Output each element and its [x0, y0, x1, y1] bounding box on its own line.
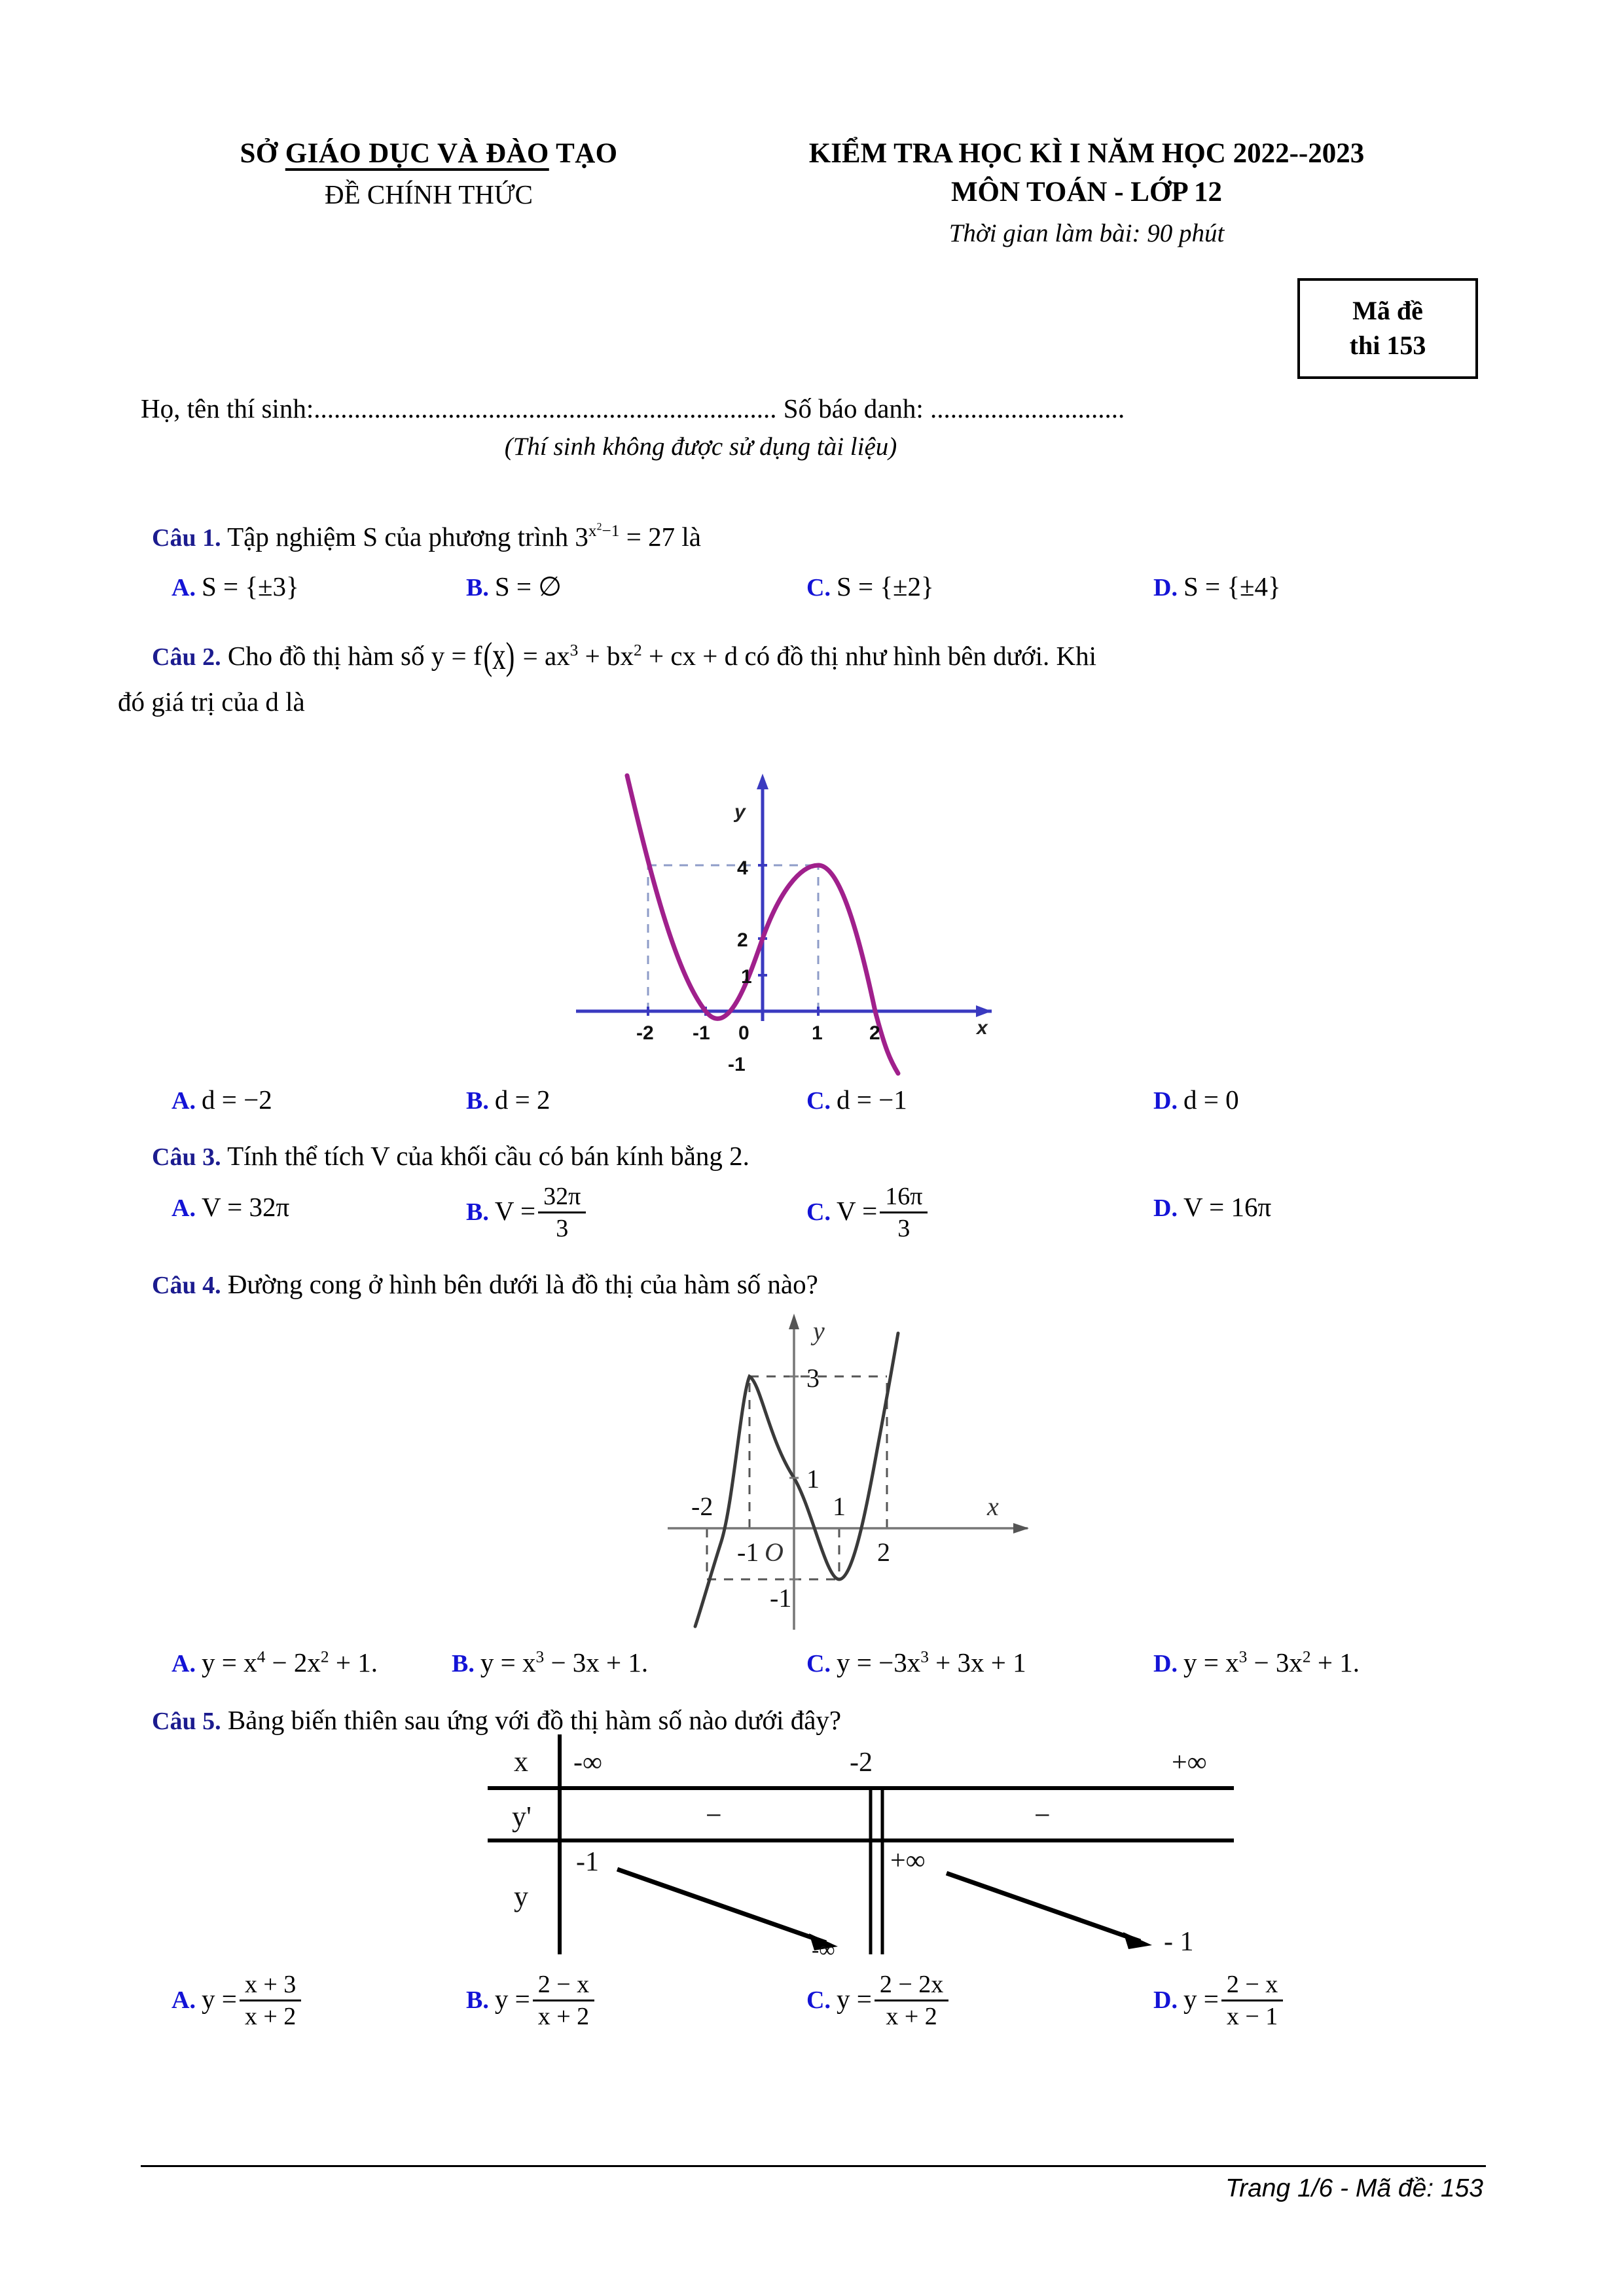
question-5-option-b[interactable]: B. y = $\frac{2 - x}{x + 2}$ [466, 1971, 597, 2032]
question-4-option-b[interactable]: B. $y = x^3 - 3x + 1$. [452, 1647, 649, 1677]
department-title: SỞ GIÁO DỤC VÀ ĐÀO TẠO [240, 138, 618, 169]
exam-code-box [1297, 278, 1478, 379]
svg-text:-1: -1 [576, 1847, 599, 1877]
svg-text:1: 1 [812, 1022, 823, 1044]
figure-cubic-q4 [661, 1299, 1080, 1643]
svg-text:2: 2 [877, 1537, 890, 1567]
candidate-info-line: Họ, tên thí sinh:..................................................................... Số báo danh: ............................. [141, 393, 1125, 423]
svg-text:-1: -1 [737, 1537, 759, 1567]
svg-text:-2: -2 [691, 1492, 713, 1521]
svg-text:1: 1 [833, 1492, 846, 1521]
question-3-option-a[interactable]: A. V = 32π [171, 1192, 290, 1222]
question-5-option-a[interactable]: A. y = $\frac{x + 3}{x + 2}$ [171, 1971, 304, 2032]
question-4-option-d[interactable]: D. $y = x^3 - 3x^2 + 1$. [1153, 1647, 1360, 1677]
fraction: $\frac{2 - 2x}{x + 2}$ [875, 1970, 948, 2031]
question-4-option-c[interactable]: C. $y = -3x^3 + 3x + 1$ [806, 1647, 1026, 1677]
fraction: $\frac{32\pi}{3}$ [538, 1182, 586, 1243]
svg-text:-∞: -∞ [573, 1748, 602, 1778]
exam-title-line1: KIỂM TRA HỌC KÌ I NĂM HỌC 2022--2023 [808, 138, 1365, 169]
question-4-text: Câu 4. Đường cong ở hình bên dưới là đồ thị của hàm số nào? [152, 1269, 818, 1299]
footer-divider [141, 2165, 1486, 2167]
question-2-text-line2: đó giá trị của d là [118, 687, 305, 717]
svg-text:2: 2 [869, 1022, 880, 1044]
question-3-text: Câu 3. Tính thể tích V của khối cầu có bán kính bằng 2. [152, 1141, 749, 1171]
question-1-text: Câu 1. Tập nghiệm S của phương trình $3^{x^2-1} = 27$ là [152, 521, 701, 552]
svg-text:- 1: - 1 [1164, 1927, 1194, 1957]
svg-text:-2: -2 [636, 1022, 654, 1044]
svg-text:1: 1 [741, 966, 752, 988]
question-1-option-c[interactable]: C. S = {±2} [806, 571, 934, 601]
question-3-option-c[interactable]: C. V = $\frac{16\pi}{3}$ [806, 1183, 930, 1244]
exam-title-line2: MÔN TOÁN - LỚP 12 [950, 177, 1223, 207]
svg-text:3: 3 [806, 1363, 820, 1393]
question-1-option-d[interactable]: D. S = {±4} [1153, 571, 1281, 601]
svg-text:4: 4 [737, 857, 748, 879]
fraction: $\frac{2 - x}{x + 2}$ [533, 1970, 594, 2031]
svg-text:-1: -1 [770, 1583, 792, 1613]
svg-text:2: 2 [737, 929, 748, 951]
svg-text:0: 0 [738, 1022, 749, 1044]
exam-duration: Thời gian làm bài: 90 phút [948, 219, 1225, 247]
svg-text:y: y [514, 1880, 528, 1912]
fraction: $\frac{16\pi}{3}$ [880, 1182, 928, 1243]
question-5-option-d[interactable]: D. y = $\frac{2 - x}{x - 1}$ [1153, 1971, 1286, 2032]
question-2-option-b[interactable]: B. d = 2 [466, 1085, 550, 1115]
svg-text:-∞: -∞ [812, 1938, 835, 1962]
official-exam-label: ĐỀ CHÍNH THỨC [324, 179, 533, 209]
question-2-option-d[interactable]: D. d = 0 [1153, 1085, 1239, 1115]
page-header [0, 137, 1624, 268]
svg-text:-1: -1 [728, 1054, 746, 1075]
exam-code-value: thi 153 [1349, 331, 1426, 360]
svg-text:y': y' [512, 1801, 532, 1833]
page-footer: Trang 1/6 - Mã đề: 153 [1225, 2174, 1483, 2202]
svg-text:-1: -1 [693, 1022, 710, 1044]
svg-text:−: − [1034, 1799, 1051, 1831]
question-2-option-c[interactable]: C. d = −1 [806, 1085, 907, 1115]
svg-text:y: y [813, 1316, 825, 1346]
exam-code-label: Mã đề [1352, 296, 1423, 326]
svg-text:-2: -2 [850, 1748, 873, 1778]
question-3-option-d[interactable]: D. V = 16π [1153, 1192, 1272, 1222]
question-2-option-a[interactable]: A. d = −2 [171, 1085, 272, 1115]
question-3-option-b[interactable]: B. V = $\frac{32\pi}{3}$ [466, 1183, 588, 1244]
figure-variation-table-q5 [458, 1734, 1244, 1960]
fraction: $\frac{2 - x}{x - 1}$ [1221, 1970, 1283, 2031]
svg-text:+∞: +∞ [890, 1846, 926, 1876]
svg-text:y: y [734, 801, 746, 823]
question-4-option-a[interactable]: A. $y = x^4 - 2x^2 + 1$. [171, 1647, 378, 1677]
svg-text:x: x [987, 1492, 999, 1521]
exam-title-block [707, 137, 1466, 248]
svg-text:x: x [514, 1746, 528, 1778]
department-block [167, 137, 691, 210]
fraction: $\frac{x + 3}{x + 2}$ [240, 1970, 301, 2031]
question-1-option-b[interactable]: B. S = ∅ [466, 571, 562, 601]
figure-cubic-q2 [563, 746, 1008, 1075]
question-5-text: Câu 5. Bảng biến thiên sau ứng với đồ thị hàm số nào dưới đây? [152, 1705, 842, 1735]
svg-text:+∞: +∞ [1172, 1748, 1207, 1778]
svg-text:O: O [765, 1537, 784, 1567]
exam-note: (Thí sinh không được sử dụng tài liệu) [504, 433, 897, 461]
svg-text:1: 1 [806, 1464, 820, 1494]
question-1-option-a[interactable]: A. S = {±3} [171, 571, 299, 601]
svg-text:−: − [706, 1799, 722, 1831]
question-2-text-line1: Câu 2. Cho đồ thị hàm số $y = f(x) = ax^3 + bx^2$ + cx + d có đồ thị như hình bên dưới. Khi [152, 634, 1096, 678]
svg-text:x: x [977, 1017, 988, 1039]
question-5-option-c[interactable]: C. y = $\frac{2 - 2x}{x + 2}$ [806, 1971, 951, 2032]
